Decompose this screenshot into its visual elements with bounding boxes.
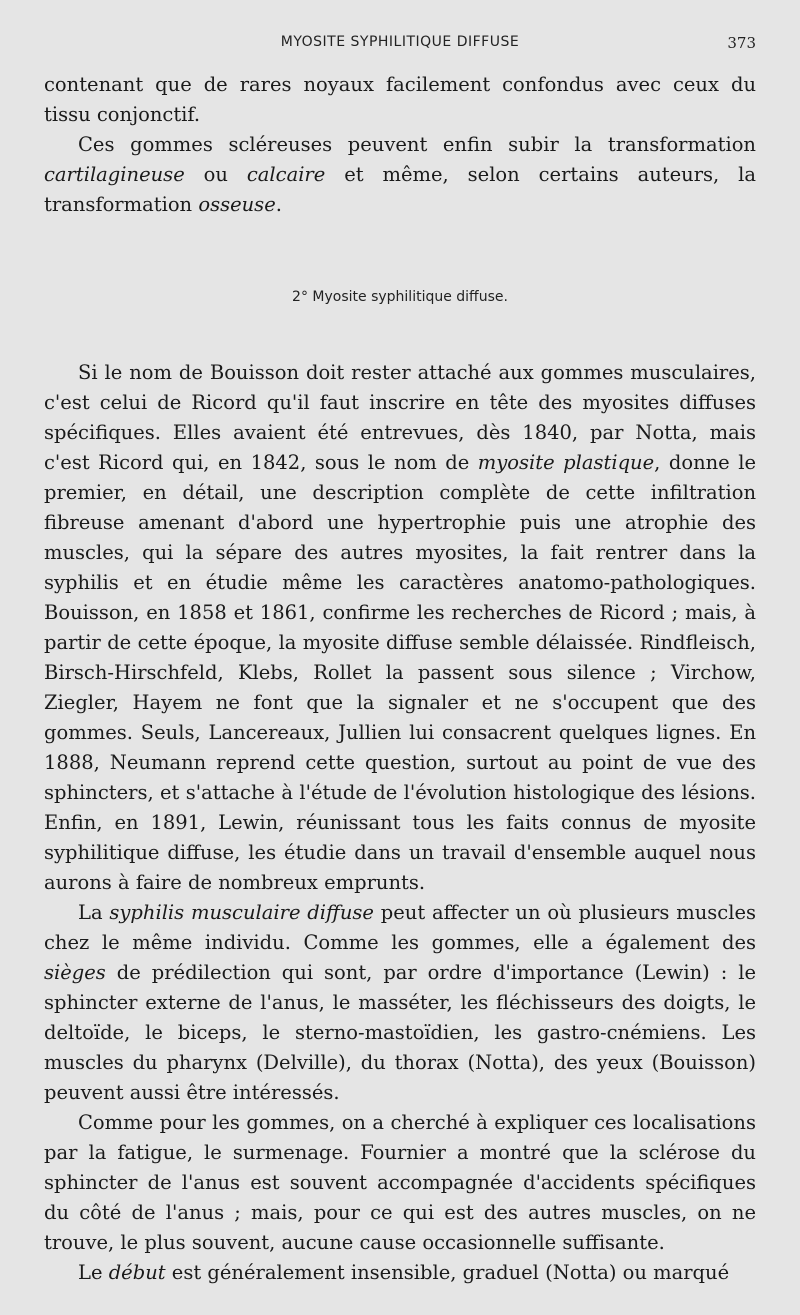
page-number: 373 [727, 34, 756, 52]
page-header [44, 34, 756, 54]
paragraph-transformation: Ces gommes scléreuses peuvent enfin subir la transformation cartilagineuse ou calcaire et même, selon certains auteurs, la transformation osseuse. [44, 133, 757, 216]
running-title: MYOSITE SYPHILITIQUE DIFFUSE [280, 34, 520, 50]
section-heading: 2° Myosite syphilitique diffuse. [292, 289, 508, 305]
paragraph-debut: Le début est généralement insensible, graduel (Notta) ou marqué [78, 1261, 730, 1284]
paragraph-continued: contenant que de rares noyaux facilement confondus avec ceux du tissu conjonctif. [44, 73, 756, 126]
paragraph-causes: Comme pour les gommes, on a cherché à expliquer ces localisations par la fatigue, le surmenage. Fournier a montré que la sclérose du sphincter de l'anus est souvent accompagnée d'accidents spécifiques du côté de l'anus ; mais, pour ce qui est des autres muscles, on ne trouve, le plus souvent, aucune cause occasionnelle suffisante. [44, 1111, 756, 1254]
paragraph-history: Si le nom de Bouisson doit rester attaché aux gommes musculaires, c'est celui de Ricord qu'il faut inscrire en tête des myosites diffuses spécifiques. Elles avaient été entrevues, dès 1840, par Notta, mais c'est Ricord qui, en 1842, sous le nom de myosite plastique, donne le premier, en détail, une description complète de cette infiltration fibreuse amenant d'abord une hypertrophie puis une atrophie des muscles, qui la sépare des autres myosites, la fait rentrer dans la syphilis et en étudie même les caractères anatomo-pathologiques. Bouisson, en 1858 et 1861, confirme les recherches de Ricord ; mais, à partir de cette époque, la myosite diffuse semble délaissée. Rindfleisch, Birsch-Hirschfeld, Klebs, Rollet la passent sous silence ; Virchow, Ziegler, Hayem ne font que la signaler et ne s'occupent que des gommes. Seuls, Lancereaux, Jullien lui consacrent quelques lignes. En 1888, Neumann reprend cette question, surtout au point de vue des sphincters, et s'attache à l'étude de l'évolution histologique des lésions. Enfin, en 1891, Lewin, réunissant tous les faits connus de myosite syphilitique diffuse, les étudie dans un travail d'ensemble auquel nous aurons à faire de nombreux emprunts. [44, 361, 756, 894]
paragraph-localisation: La syphilis musculaire diffuse peut affecter un où plusieurs muscles chez le même individu. Comme les gommes, elle a également des sièges de prédilection qui sont, par ordre d'importance (Lewin) : le sphincter externe de l'anus, le masséter, les fléchisseurs des doigts, le deltoïde, le biceps, le sterno-mastoïdien, les gastro-cnémiens. Les muscles du pharynx (Delville), du thorax (Notta), des yeux (Bouisson) peuvent aussi être intéressés. [44, 901, 756, 1104]
body-text [44, 70, 756, 1288]
